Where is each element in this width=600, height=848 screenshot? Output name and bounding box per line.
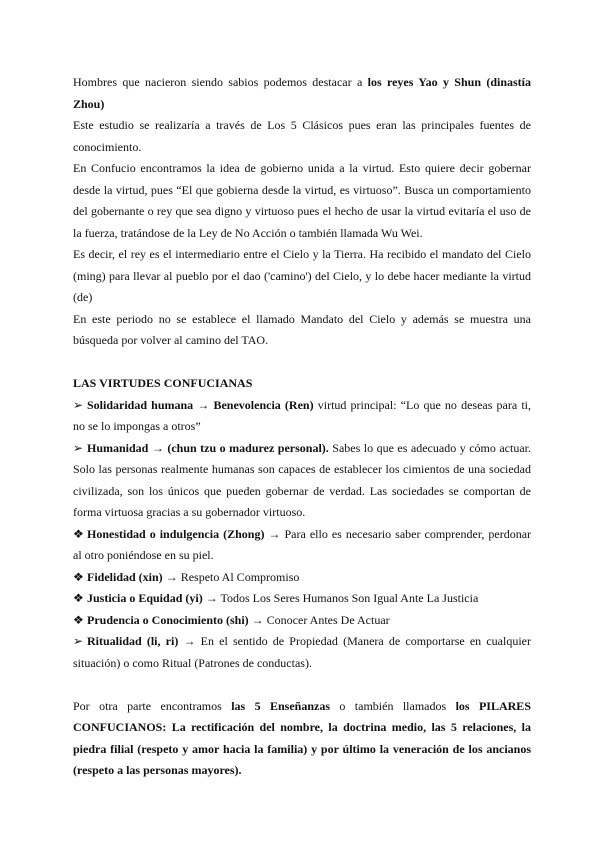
bullet-icon: ❖ — [73, 591, 84, 605]
virtue-item — [73, 610, 531, 632]
virtue-name: Fidelidad (xin) — [87, 569, 163, 584]
virtue-list — [73, 395, 531, 675]
virtue-name: Prudencia o Conocimiento (shi) → — [87, 612, 264, 627]
virtue-description: virtud principal: “Lo que no deseas para ti, no se lo impongas a otros” — [73, 397, 531, 433]
bullet-icon: ❖ — [73, 526, 84, 541]
virtue-description: Conocer Antes De Actuar — [263, 612, 390, 627]
document-body — [73, 72, 531, 782]
virtue-description: Sabes lo que es adecuado y cómo actuar. Solo las personas realmente humanas son capaces de establecer los cimientos de una sociedad civilizada, son los únicos que pueden gobernar de verdad. Las sociedades se comportan de forma virtuosa gracias a su gobernador virtuoso. — [73, 440, 532, 519]
virtue-item — [73, 631, 531, 674]
virtue-description: → Respeto Al Compromiso — [162, 569, 300, 584]
virtue-item — [73, 395, 531, 438]
intro-paragraph-4: Es decir, el rey es el intermediario entre el Cielo y la Tierra. Ha recibido el mandato del Cielo (ming) para llevar al pueblo por el dao ('camino') del Cielo, y lo debe hacer mediante la virtud (de) — [73, 247, 531, 304]
virtue-name: Ritualidad (li, ri) — [87, 634, 179, 648]
virtue-item — [73, 524, 531, 567]
virtue-name: Justicia o Equidad (yi) — [87, 591, 203, 605]
intro-paragraph-2: Este estudio se realizaría a través de Los 5 Clásicos pues eran las principales fuentes de conocimiento. — [73, 118, 531, 154]
virtue-name: Humanidad → (chun tzu o madurez personal). — [87, 440, 329, 455]
virtue-description: Para ello es necesario saber comprender, perdonar al otro poniéndose en su piel. — [73, 526, 532, 562]
virtue-item — [73, 567, 531, 589]
virtue-name: Honestidad o indulgencia (Zhong) → — [87, 526, 281, 541]
virtue-item — [73, 588, 531, 610]
bullet-icon: ➢ — [73, 634, 84, 648]
intro-paragraph-1: Hombres que nacieron siendo sabios podemos destacar a los reyes Yao y Shun (dinastía Zhou) — [73, 75, 532, 111]
virtue-description: → Todos Los Seres Humanos Son Igual Ante La Justicia — [202, 591, 479, 605]
virtue-item — [73, 438, 531, 524]
virtue-name: Solidaridad humana → Benevolencia (Ren) — [87, 397, 314, 412]
intro-paragraph-3: En Confucio encontramos la idea de gobierno unida a la virtud. Esto quiere decir gobernar desde la virtud, pues “El que gobierna desde la virtud, es virtuoso”. Busca un comportamiento del gobernante o rey que sea digno y virtuoso pues el hecho de usar la virtud evitaría el uso de la fuerza, tratándose de la Ley de No Acción o también llamada Wu Wei. — [73, 161, 531, 240]
closing-paragraph: Por otra parte encontramos las 5 Enseñanzas o también llamados los PILARES CONFUCIANOS: La rectificación del nombre, la doctrina medio, las 5 relaciones, la piedra filial (respeto y amor hacia la familia) y por último la veneración de los ancianos (respeto a las personas mayores). — [73, 698, 531, 777]
spacer — [73, 352, 531, 374]
bullet-icon: ➢ — [73, 397, 84, 412]
intro-paragraph-5: En este periodo no se establece el llamado Mandato del Cielo y además se muestra una búsqueda por volver al camino del TAO. — [73, 311, 531, 347]
section-heading: LAS VIRTUDES CONFUCIANAS — [73, 376, 253, 390]
bullet-icon: ❖ — [73, 569, 84, 584]
bullet-icon: ➢ — [73, 440, 84, 455]
spacer — [73, 674, 531, 696]
virtue-description: → En el sentido de Propiedad (Manera de comportarse en cualquier situación) o como Ritual (Patrones de conductas). — [73, 634, 531, 670]
bullet-icon: ❖ — [73, 612, 84, 627]
yao-shun-bold: los reyes Yao y Shun (dinastía Zhou) — [73, 75, 532, 111]
